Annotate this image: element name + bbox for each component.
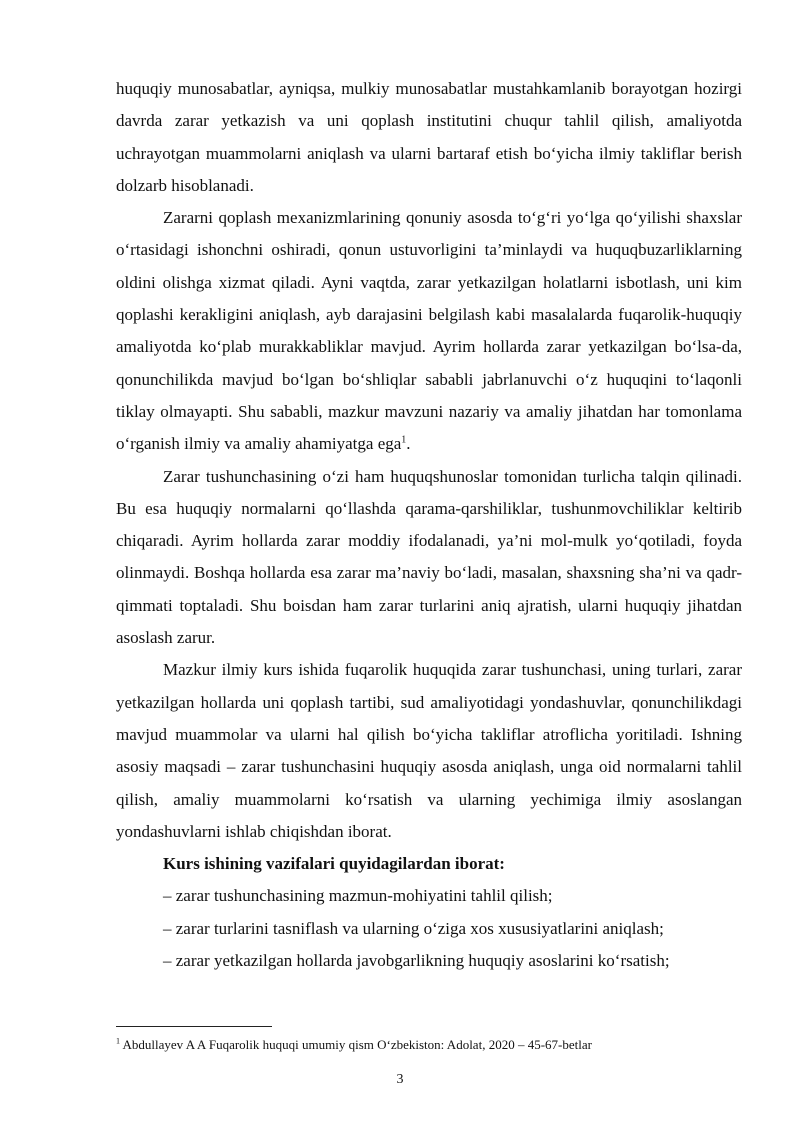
footnote-reference[interactable]: 1 — [401, 434, 407, 446]
paragraph-1: huquqiy munosabatlar, ayniqsa, mulkiy munosabatlar mustahkamlanib borayotgan hozirgi davrda zarar yetkazish va uni qoplash institutini chuqur tahlil qilish, amaliyotda uchrayotgan muammolarni aniqlash va ularni bartaraf etish bo‘yicha ilmiy takliflar berish dolzarb hisoblanadi. — [116, 79, 742, 195]
task-item: – zarar tushunchasining mazmun-mohiyatini tahlil qilish; — [163, 886, 553, 906]
page-number: 3 — [396, 1072, 404, 1087]
body-text — [116, 73, 742, 977]
footnote-separator — [116, 1026, 272, 1027]
paragraph-4: Mazkur ilmiy kurs ishida fuqarolik huquqida zarar tushunchasi, uning turlari, zarar yetkazilgan hollarda uni qoplash tartibi, sud amaliyotidagi yondashuvlar, qonunchilikdagi mavjud muammolar va ularni hal qilish bo‘yicha takliflar atroflicha yoritiladi. Ishning asosiy maqsadi – zarar tushunchasini huquqiy asosda aniqlash, unga oid normalarni tahlil qilish, amaliy muammolarni ko‘rsatish va ularning yechimiga ilmiy asoslangan yondashuvlarni ishlab chiqishdan iborat. — [116, 660, 742, 841]
paragraph-3: Zarar tushunchasining o‘zi ham huquqshunoslar tomonidan turlicha talqin qilinadi. Bu esa huquqiy normalarni qo‘llashda qarama-qarshiliklar, tushunmovchiliklar keltirib chiqaradi. Ayrim hollarda zarar moddiy ifodalanadi, ya’ni mol-mulk yo‘qotiladi, foyda olinmaydi. Boshqa hollarda esa zarar ma’naviy bo‘ladi, masalan, shaxsning sha’ni va qadr-qimmati toptaladi. Shu boisdan ham zarar turlarini aniq ajratish, ularni huquqiy jihatdan asoslash zarur. — [116, 466, 742, 648]
paragraph-2 — [116, 202, 742, 460]
task-item: – zarar yetkazilgan hollarda javobgarlikning huquqiy asoslarini ko‘rsatish; — [163, 951, 670, 971]
tasks-heading: Kurs ishining vazifalari quyidagilardan iborat: — [163, 854, 505, 874]
footnote-mark: 1 — [116, 1036, 120, 1046]
footnote-text: Abdullayev A A Fuqarolik huquqi umumiy qism O‘zbekiston: Adolat, 2020 – 45-67-betlar — [120, 1037, 592, 1052]
paragraph-2-tail: . — [406, 434, 411, 454]
paragraph-2-text: Zararni qoplash mexanizmlarining qonuniy asosda to‘g‘ri yo‘lga qo‘yilishi shaxslar o‘rtasidagi ishonchni oshiradi, qonun ustuvorligini ta’minlaydi va huquqbuzarliklarning oldini olishga xizmat qiladi. Ayni vaqtda, zarar yetkazilgan holatlarni isbotlash, uni kim qoplashi kerakligini aniqlash, ayb darajasini belgilash kabi masalalarda fuqarolik-huquqiy amaliyotda ko‘plab murakkabliklar mavjud. Ayrim hollarda zarar yetkazilgan bo‘lsa-da, qonunchilikda mavjud bo‘lgan bo‘shliqlar sababli jabrlanuvchi o‘z huquqini to‘laqonli tiklay olmayapti. Shu sababli, mazkur mavzuni nazariy va amaliy jihatdan har tomonlama o‘rganish ilmiy va amaliy ahamiyatga ega — [116, 208, 742, 454]
task-item: – zarar turlarini tasniflash va ularning o‘ziga xos xususiyatlarini aniqlash; — [163, 918, 664, 938]
footnote — [116, 1037, 756, 1053]
